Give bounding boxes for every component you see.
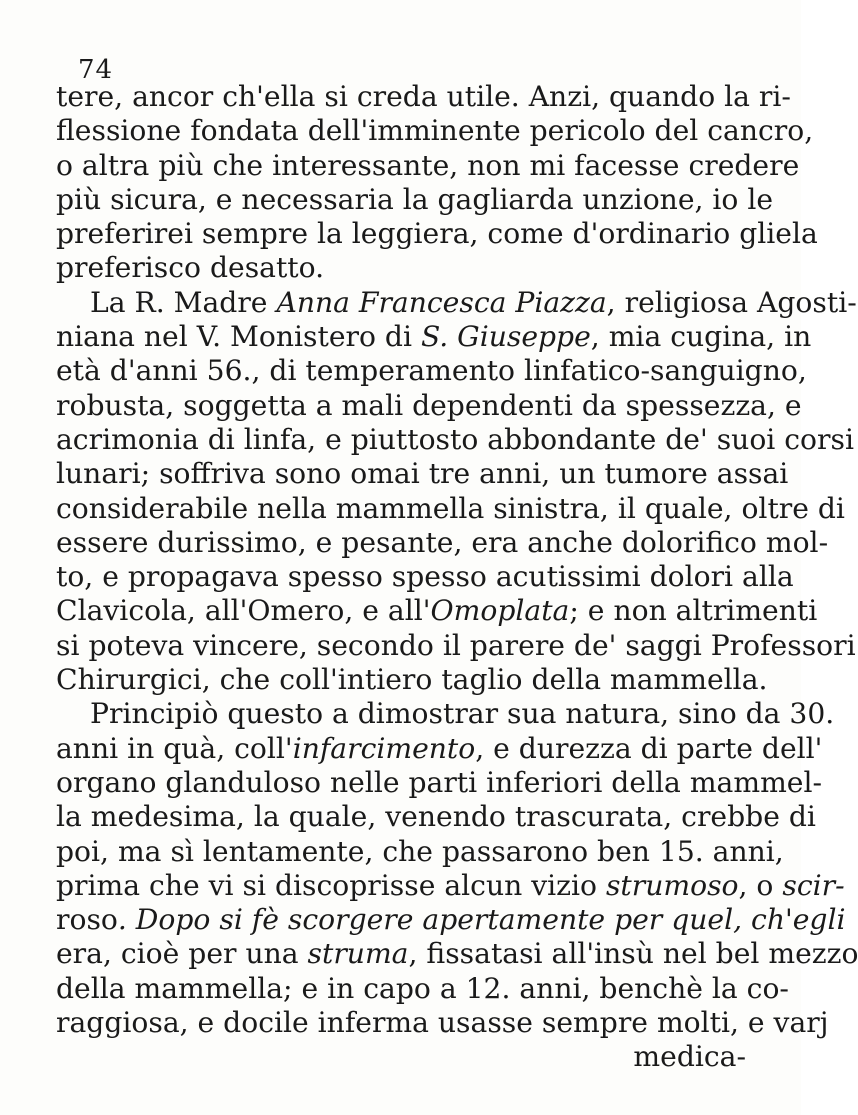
text-line: preferirei sempre la leggiera, come d'ordinario gliela <box>56 217 818 251</box>
text-line: si poteva vincere, secondo il parere de' saggi Professori <box>56 628 856 662</box>
text-line: robusta, soggetta a mali dependenti da spessezza, e <box>56 388 802 422</box>
text-line: o altra più che interessante, non mi facesse credere <box>56 148 800 182</box>
text-line: acrimonia di linfa, e piuttosto abbondante de' suoi corsi <box>56 422 854 456</box>
text-line: Chirurgici, che coll'intiero taglio della mammella. <box>56 663 768 697</box>
text-line: flessione fondata dell'imminente pericolo del cancro, <box>56 114 814 148</box>
page-number: 74 <box>78 55 114 85</box>
catchword: medica- <box>633 1040 746 1074</box>
text-line: lunari; soffriva sono omai tre anni, un tumore assai <box>56 457 789 491</box>
text-line: La R. Madre Anna Francesca Piazza, religiosa Agosti- <box>90 285 857 319</box>
text-line: preferisco desatto. <box>56 251 325 285</box>
text-line: Clavicola, all'Omero, e all'Omoplata; e non altrimenti <box>56 594 818 628</box>
text-line: era, cioè per una struma, fissatasi all'insù nel bel mezzo <box>56 937 858 971</box>
text-line: prima che vi si discoprisse alcun vizio strumoso, o scir- <box>56 868 845 902</box>
text-line: organo glanduloso nelle parti inferiori della mammel- <box>56 765 823 799</box>
text-line: raggiosa, e docile inferma usasse sempre molti, e varj <box>56 1006 829 1040</box>
text-line: tere, ancor ch'ella si creda utile. Anzi, quando la ri- <box>56 80 791 113</box>
text-line: età d'anni 56., di temperamento linfatico-sanguigno, <box>56 354 807 388</box>
text-line: anni in quà, coll'infarcimento, e durezza di parte dell' <box>56 731 823 765</box>
body-text <box>56 80 858 1075</box>
text-line: Principiò questo a dimostrar sua natura, sino da 30. <box>90 697 835 731</box>
text-line: essere durissimo, e pesante, era anche dolorifico mol- <box>56 525 829 559</box>
text-line: to, e propagava spesso spesso acutissimi dolori alla <box>56 560 794 594</box>
text-line: niana nel V. Monistero di S. Giuseppe, mia cugina, in <box>56 320 812 354</box>
text-line: più sicura, e necessaria la gagliarda unzione, io le <box>56 182 774 216</box>
text-line: roso. Dopo si fè scorgere apertamente per quel, ch'egli <box>56 903 846 937</box>
text-line: considerabile nella mammella sinistra, il quale, oltre di <box>56 491 845 525</box>
text-line: la medesima, la quale, venendo trascurata, crebbe di <box>56 800 816 834</box>
text-line: poi, ma sì lentamente, che passarono ben 15. anni, <box>56 834 784 868</box>
text-line: della mammella; e in capo a 12. anni, benchè la co- <box>56 971 789 1005</box>
